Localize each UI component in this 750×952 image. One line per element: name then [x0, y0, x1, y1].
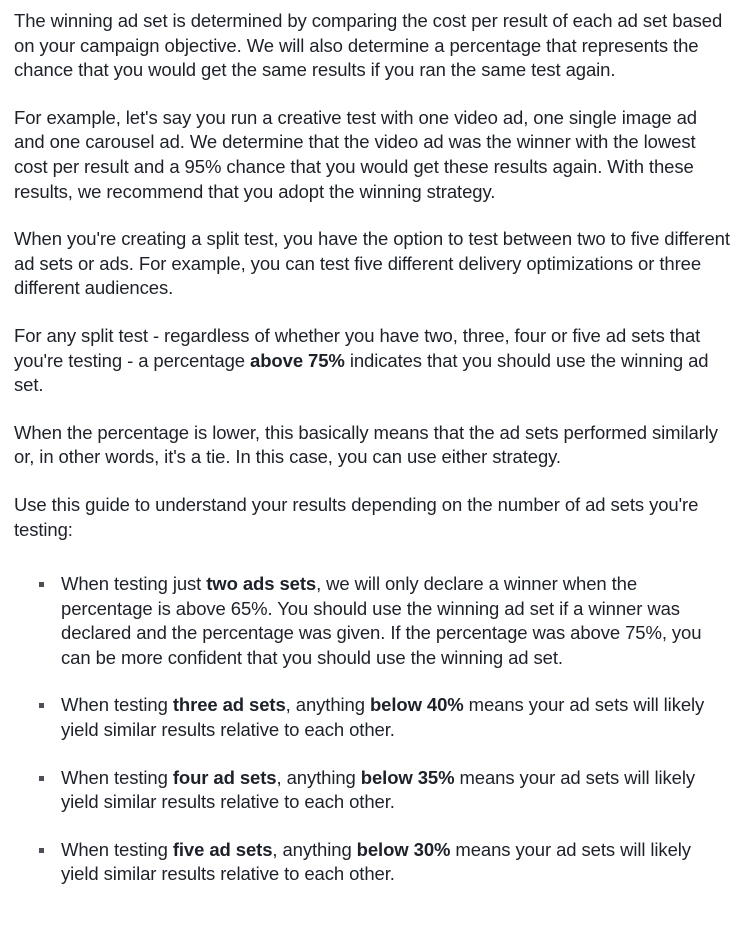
- paragraph-winning-ad-set: The winning ad set is determined by comparing the cost per result of each ad set based on your campaign objective. We will also determine a percentage that represents the chance that you would get the same results if you ran the same test again.: [14, 10, 723, 81]
- bullet-bold: below 30%: [356, 838, 451, 860]
- paragraph-split-test-options: When you're creating a split test, you have the option to test between two to five different ad sets or ads. For example, you can test five different delivery optimizations or three different audiences.: [14, 228, 730, 299]
- bullet-text: When testing: [61, 838, 173, 860]
- bullet-text: means your ad sets will likely yield similar results relative to each other.: [61, 694, 705, 741]
- square-bullet-icon: [39, 582, 44, 587]
- bullet-bold: four ad sets: [172, 766, 277, 788]
- bullet-bold: two ads sets: [206, 573, 317, 595]
- bullet-text: , anything: [285, 694, 370, 716]
- bullet-text: , we will only declare a winner when the percentage is above 65%. You should use the winning ad set if a winner was declared and the percentage was given. If the percentage was above 75%, you can be more confident that you should use the winning ad set.: [61, 573, 702, 668]
- p4-bold-above-75: above 75%: [250, 349, 345, 371]
- square-bullet-icon: [39, 848, 44, 853]
- list-item-five-ad-sets: [61, 838, 730, 887]
- p4-text-after: indicates that you should use the winning ad set.: [14, 349, 709, 396]
- paragraph-example: For example, let's say you run a creative test with one video ad, one single image ad and one carousel ad. We determine that the video ad was the winner with the lowest cost per result and a 95% chance that you would get these results again. With these results, we recommend that you adopt the winning strategy.: [14, 106, 697, 202]
- bullet-text: When testing: [61, 766, 173, 788]
- bullet-bold: below 40%: [369, 694, 464, 716]
- bullet-text: means your ad sets will likely yield similar results relative to each other.: [61, 766, 696, 813]
- bullet-text: When testing: [61, 694, 173, 716]
- list-item-four-ad-sets: [61, 766, 730, 815]
- paragraph-guide-intro: Use this guide to understand your results depending on the number of ad sets you're testing:: [14, 493, 699, 540]
- bullet-bold: three ad sets: [172, 694, 286, 716]
- guide-list: [14, 572, 730, 887]
- bullet-text: , anything: [276, 766, 361, 788]
- bullet-text: , anything: [272, 838, 357, 860]
- list-item-three-ad-sets: [61, 693, 730, 742]
- square-bullet-icon: [39, 776, 44, 781]
- paragraph-percentage-threshold: [14, 324, 730, 398]
- list-item-two-ad-sets: [61, 572, 730, 670]
- bullet-bold: below 35%: [360, 766, 455, 788]
- p4-text-before: For any split test - regardless of whether you have two, three, four or five ad sets that you're testing - a percentage: [14, 324, 701, 371]
- bullet-text: means your ad sets will likely yield similar results relative to each other.: [61, 838, 691, 885]
- bullet-text: When testing just: [61, 573, 207, 595]
- paragraph-tie: When the percentage is lower, this basically means that the ad sets performed similarly or, in other words, it's a tie. In this case, you can use either strategy.: [14, 421, 718, 468]
- bullet-bold: five ad sets: [172, 838, 273, 860]
- square-bullet-icon: [39, 703, 44, 708]
